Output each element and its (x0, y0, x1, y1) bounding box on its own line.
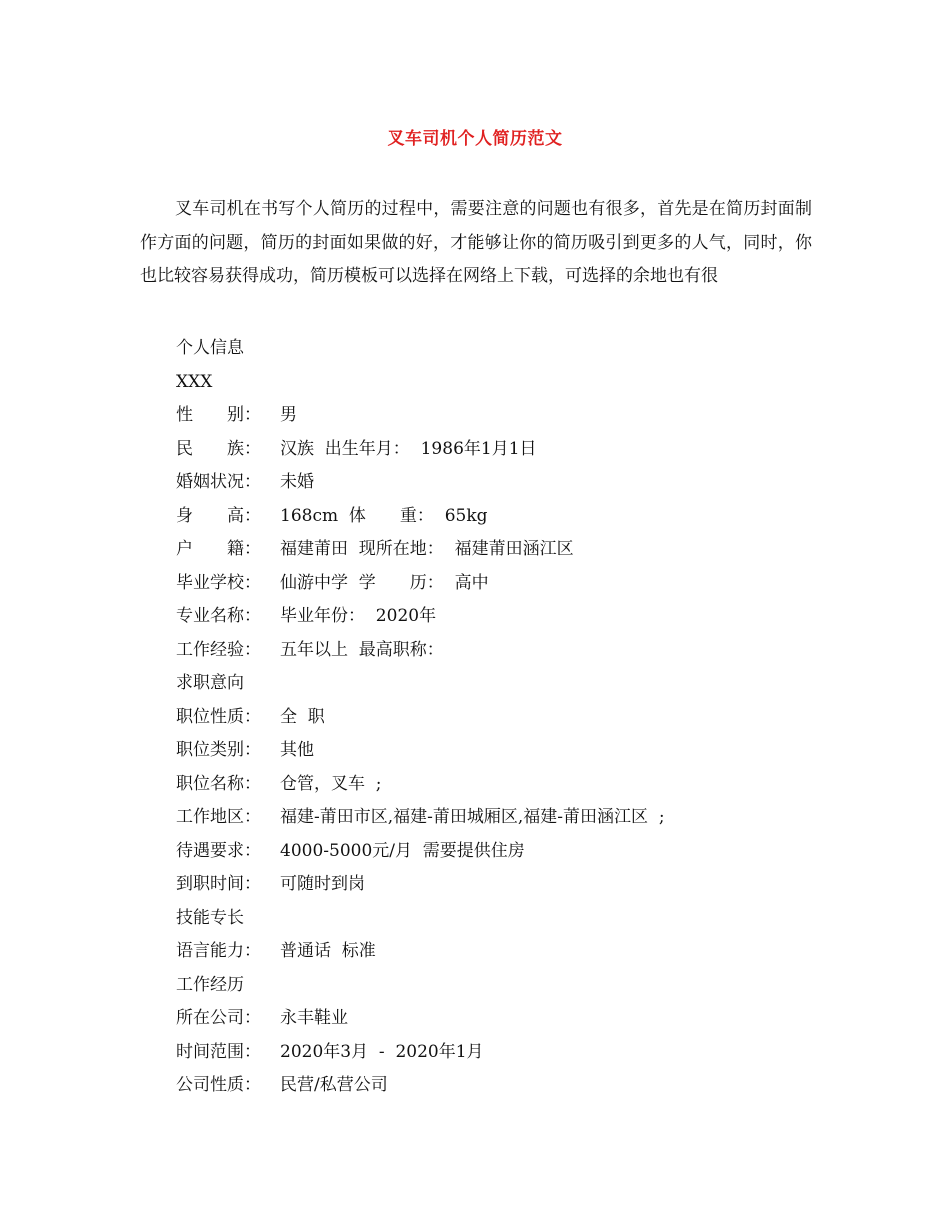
field-label: 语言能力： (176, 941, 261, 961)
field-label: 职位名称： (176, 773, 261, 794)
field-value: 福建-莆田市区,福建-莆田城厢区,福建-莆田涵江区 ; (280, 807, 665, 827)
field-row (176, 868, 816, 902)
field-value: 永丰鞋业 (280, 1008, 348, 1028)
field-row (176, 399, 816, 433)
field-value: 全 职 (280, 706, 325, 727)
field-label: 职位类别： (176, 740, 261, 760)
field-value: 男 (280, 405, 297, 425)
field-row (176, 1036, 816, 1070)
section-heading (176, 902, 816, 936)
field-label: 所在公司： (176, 1008, 261, 1028)
field-row (176, 466, 816, 500)
section-heading-text: 个人信息 (176, 338, 244, 358)
section-heading-text: 求职意向 (176, 673, 244, 693)
field-row (176, 701, 816, 735)
field-row (176, 734, 816, 768)
field-label: 专业名称： (176, 606, 261, 626)
field-label: 户 籍： (176, 539, 261, 559)
section-heading-text: XXX (176, 371, 213, 392)
field-row (176, 533, 816, 567)
field-value: 福建莆田 现所在地： 福建莆田涵江区 (280, 539, 574, 559)
field-label: 待遇要求： (176, 840, 261, 861)
field-value: 毕业年份： 2020年 (280, 606, 437, 626)
document-title: 叉车司机个人简历范文 (387, 129, 563, 149)
field-row (176, 1002, 816, 1036)
field-label: 到职时间： (176, 874, 261, 894)
field-row (176, 567, 816, 601)
field-row (176, 935, 816, 969)
field-value: 仙游中学 学 历： 高中 (280, 572, 489, 593)
field-label: 身 高： (176, 505, 261, 526)
field-value: 五年以上 最高职称： (280, 639, 444, 660)
section-heading (176, 969, 816, 1003)
field-label: 时间范围： (176, 1041, 261, 1062)
field-row (176, 768, 816, 802)
field-label: 职位性质： (176, 706, 261, 727)
field-value: 其他 (280, 740, 314, 760)
field-label: 工作地区： (176, 807, 261, 827)
field-row (176, 1069, 816, 1103)
field-value: 仓管，叉车 ; (280, 773, 382, 794)
field-label: 婚姻状况： (176, 472, 261, 492)
field-value: 汉族 出生年月： 1986年1月1日 (280, 438, 537, 459)
field-label: 性 别： (176, 405, 261, 425)
field-value: 可随时到岗 (280, 874, 365, 894)
field-row (176, 835, 816, 869)
field-label: 公司性质： (176, 1075, 261, 1095)
field-value: 未婚 (280, 472, 314, 492)
field-row (176, 801, 816, 835)
resume-fields (176, 332, 816, 1103)
field-label: 毕业学校： (176, 572, 261, 593)
field-value: 民营/私营公司 (280, 1075, 388, 1095)
field-value: 168cm 体 重： 65kg (280, 505, 488, 526)
field-row (176, 433, 816, 467)
field-row (176, 600, 816, 634)
section-heading (176, 667, 816, 701)
field-value: 2020年3月 - 2020年1月 (280, 1041, 484, 1062)
field-value: 4000-5000元/月 需要提供住房 (280, 840, 525, 861)
intro-paragraph: 叉车司机在书写个人简历的过程中，需要注意的问题也有很多，首先是在简历封面制作方面的问题，简历的封面如果做的好，才能够让你的简历吸引到更多的人气，同时，你也比较容易获得成功，简历模板可以选择在网络上下载，可选择的余地也有很 (140, 199, 812, 286)
section-heading-text: 工作经历 (176, 974, 244, 995)
field-value: 普通话 标准 (280, 941, 376, 961)
field-row (176, 500, 816, 534)
section-heading (176, 366, 816, 400)
field-row (176, 634, 816, 668)
field-label: 工作经验： (176, 639, 261, 660)
section-heading (176, 332, 816, 366)
section-heading-text: 技能专长 (176, 907, 244, 928)
field-label: 民 族： (176, 438, 261, 459)
